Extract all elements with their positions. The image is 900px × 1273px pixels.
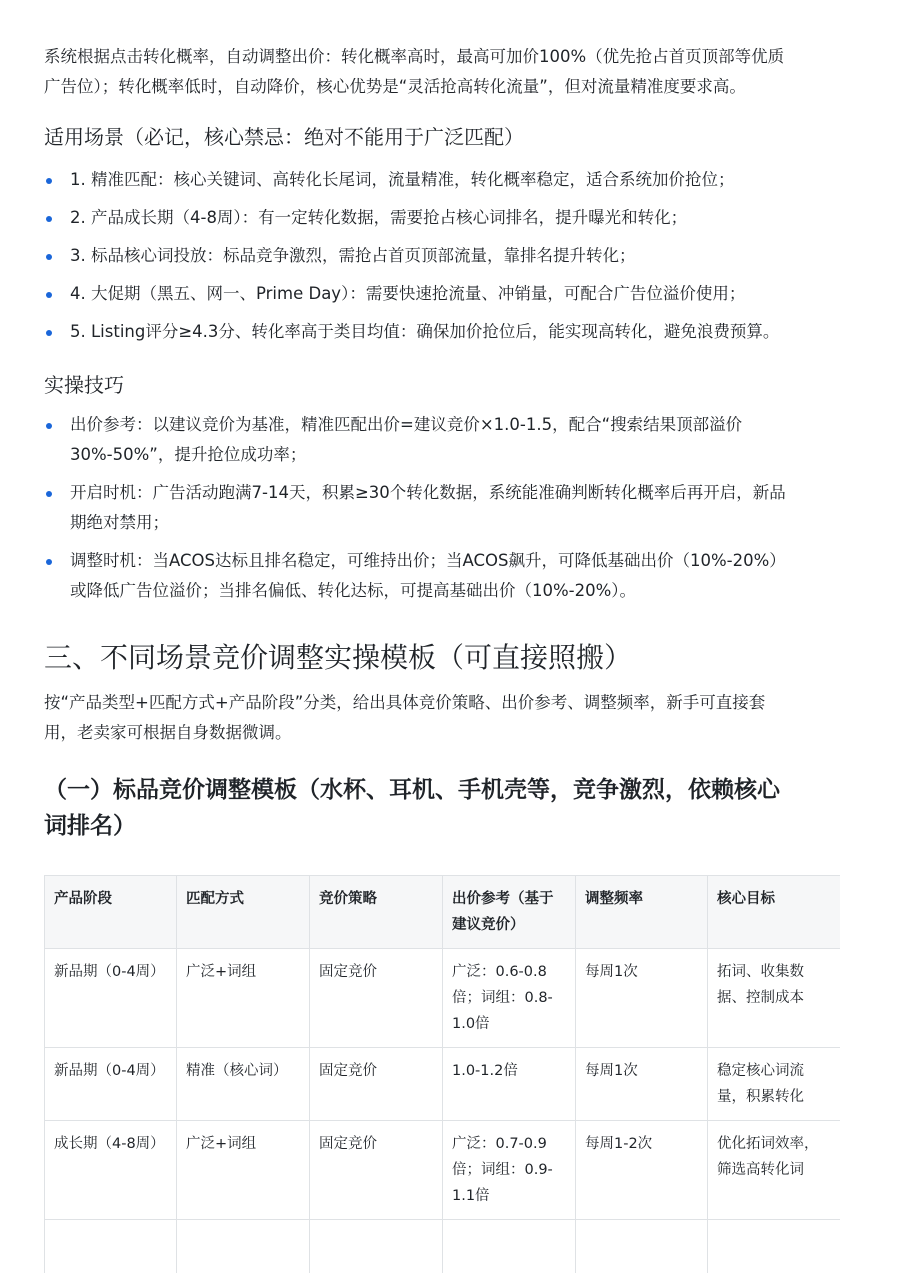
bullet-icon [46,216,52,222]
table-header-row [45,876,841,949]
table-row [45,1121,841,1220]
subsection-heading-line-1: （一）标品竞价调整模板（水杯、耳机、手机壳等，竞争激烈，依赖核心 [44,777,780,803]
list-item: 3. 标品核心词投放：标品竞争激烈，需抢占首页顶部流量，靠排名提升转化； [44,241,860,271]
list-item: 出价参考：以建议竞价为基准，精准匹配出价=建议竞价×1.0-1.5，配合“搜索结果顶部溢价 30%-50%”，提升抢位成功率； [44,410,860,470]
column-header: 匹配方式 [177,876,310,949]
section3-heading: 三、不同场景竞价调整实操模板（可直接照搬） [44,641,633,674]
scenarios-list [44,165,860,347]
intro-line-1: 系统根据点击转化概率，自动调整出价：转化概率高时，最高可加价100%（优先抢占首页顶部等优质 [44,47,785,66]
list-item: 2. 产品成长期（4-8周）：有一定转化数据，需要抢占核心词排名，提升曝光和转化； [44,203,860,233]
table-cell: 固定竞价 [310,949,443,1048]
subsection-heading [44,772,860,844]
table-cell [708,1220,841,1273]
table-cell [310,1220,443,1273]
table-cell: 固定竞价 [310,1121,443,1220]
table-row [45,949,841,1048]
list-item: 开启时机：广告活动跑满7-14天，积累≥30个转化数据，系统能准确判断转化概率后再开启，新品 期绝对禁用； [44,478,860,538]
table-cell: 精准（核心词） [177,1048,310,1121]
intro-line-2: 广告位）；转化概率低时，自动降价，核心优势是“灵活抢高转化流量”，但对流量精准度要求高。 [44,77,746,96]
table-cell: 固定竞价 [310,1048,443,1121]
column-header: 出价参考（基于建议竞价） [443,876,576,949]
table-cell: 广泛：0.7-0.9倍；词组：0.9-1.1倍 [443,1121,576,1220]
section3-desc-line-1: 按“产品类型+匹配方式+产品阶段”分类，给出具体竞价策略、出价参考、调整频率，新手可直接套 [44,693,766,712]
table-cell [45,1220,177,1273]
column-header: 调整频率 [576,876,708,949]
section3-desc-line-2: 用，老卖家可根据自身数据微调。 [44,723,292,742]
tips-heading: 实操技巧 [44,373,124,397]
tips-list [44,410,860,606]
bullet-icon [46,178,52,184]
table-cell: 成长期（4-8周） [45,1121,177,1220]
bullet-icon [46,423,52,429]
table-cell: 每周1-2次 [576,1121,708,1220]
section3-description [44,688,860,748]
table-cell: 广泛+词组 [177,949,310,1048]
table-row [45,1048,841,1121]
subsection-heading-line-2: 词排名） [44,813,136,839]
table-cell: 拓词、收集数据、控制成本 [708,949,841,1048]
list-item: 调整时机：当ACOS达标且排名稳定，可维持出价；当ACOS飙升，可降低基础出价（10%-20%） 或降低广告位溢价；当排名偏低、转化达标，可提高基础出价（10%-20%）。 [44,546,860,606]
column-header: 竞价策略 [310,876,443,949]
table-cell: 每周1次 [576,949,708,1048]
table-cell: 稳定核心词流量，积累转化 [708,1048,841,1121]
column-header: 产品阶段 [45,876,177,949]
bullet-icon [46,292,52,298]
scenarios-heading: 适用场景（必记，核心禁忌：绝对不能用于广泛匹配） [44,125,524,149]
bullet-icon [46,330,52,336]
table-cell: 新品期（0-4周） [45,949,177,1048]
list-item: 5. Listing评分≥4.3分、转化率高于类目均值：确保加价抢位后，能实现高转化，避免浪费预算。 [44,317,860,347]
table-cell: 优化拓词效率，筛选高转化词 [708,1121,841,1220]
table-cell: 广泛+词组 [177,1121,310,1220]
table-cell: 每周1次 [576,1048,708,1121]
bid-template-table-container [44,875,840,1273]
bullet-icon [46,254,52,260]
bid-template-table [44,875,840,1273]
table-row [45,1220,841,1273]
intro-paragraph [44,42,860,102]
table-cell: 广泛：0.6-0.8倍；词组：0.8-1.0倍 [443,949,576,1048]
table-cell: 新品期（0-4周） [45,1048,177,1121]
table-cell [177,1220,310,1273]
table-cell [443,1220,576,1273]
column-header: 核心目标 [708,876,841,949]
list-item: 1. 精准匹配：核心关键词、高转化长尾词，流量精准，转化概率稳定，适合系统加价抢位； [44,165,860,195]
list-item: 4. 大促期（黑五、网一、Prime Day）：需要快速抢流量、冲销量，可配合广告位溢价使用； [44,279,860,309]
table-cell: 1.0-1.2倍 [443,1048,576,1121]
bullet-icon [46,559,52,565]
bullet-icon [46,491,52,497]
table-cell [576,1220,708,1273]
